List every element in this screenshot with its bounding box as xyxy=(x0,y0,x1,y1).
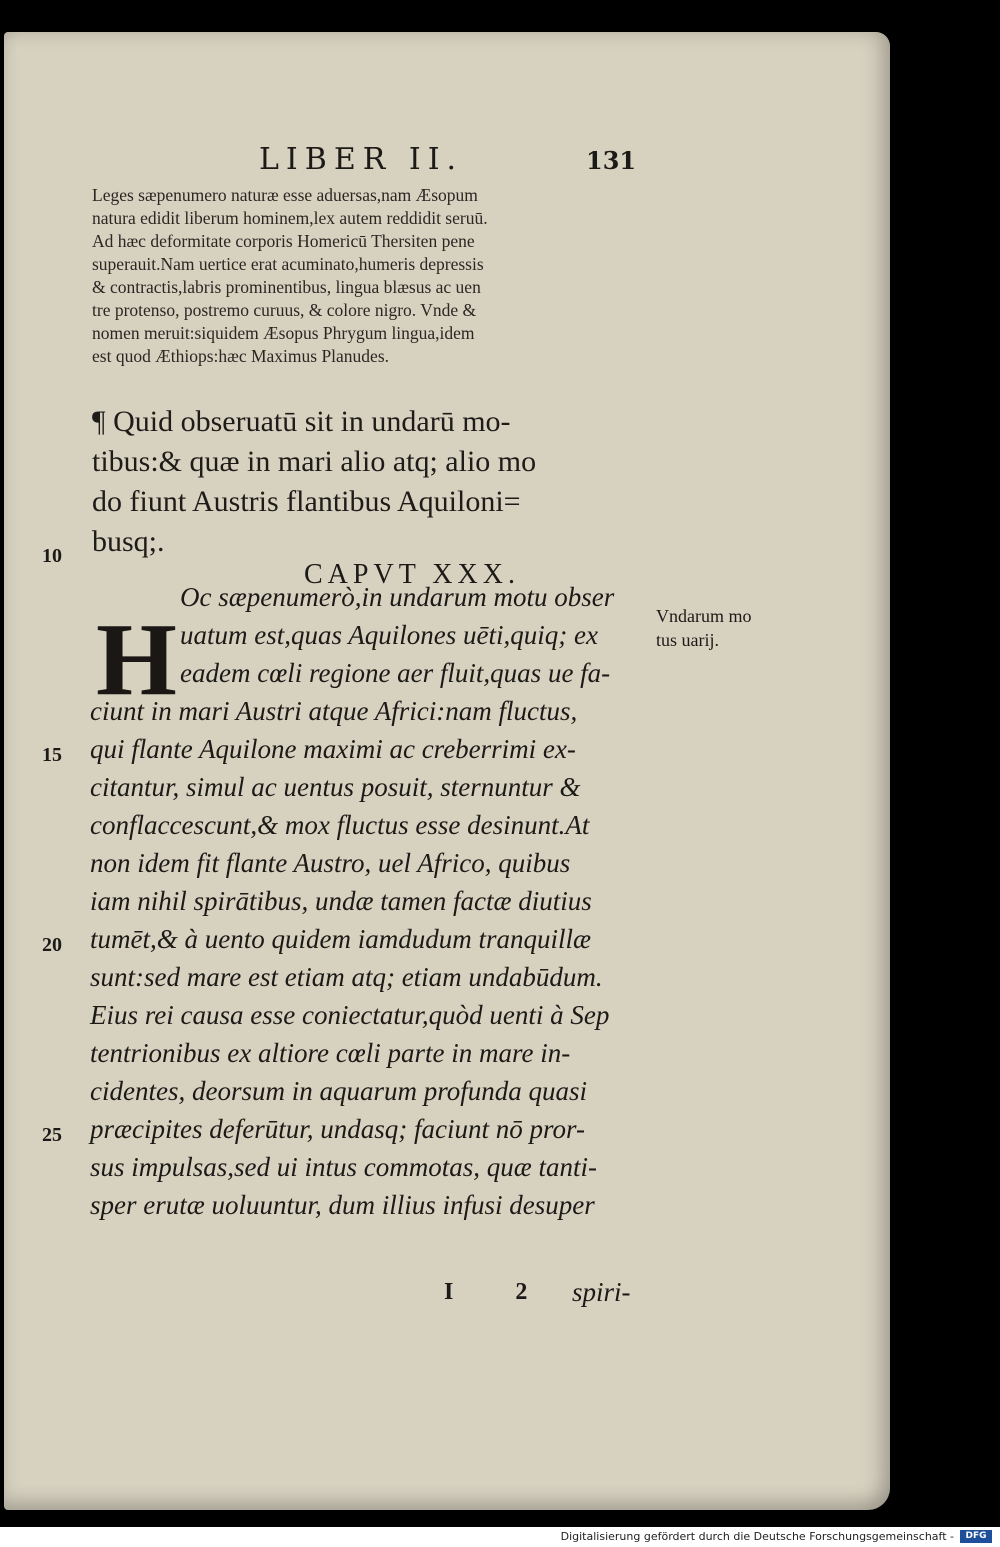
chapter-heading-line: do fiunt Austris flantibus Aquiloni= xyxy=(92,485,521,518)
body-line: uatum est,quas Aquilones uēti,quiq; ex xyxy=(180,620,598,650)
running-head: LIBER II. xyxy=(259,142,464,177)
annotation-line: tre protenso, postremo curuus, & colore nigro. Vnde & xyxy=(92,300,477,320)
line-number: 15 xyxy=(42,744,62,766)
chapter-label: CAPVT XXX. xyxy=(304,559,520,590)
body-line: non idem fit flante Austro, uel Africo, quibus xyxy=(90,848,571,878)
annotation-line: Leges sæpenumero naturæ esse aduersas,nam Æsopum xyxy=(92,185,478,205)
line-number: 25 xyxy=(42,1124,62,1146)
signature-mark: I 2 xyxy=(444,1279,556,1305)
body-line: tumēt,& à uento quidem iamdudum tranquillæ xyxy=(90,924,591,954)
annotation-line: est quod Æthiops:hæc Maximus Planudes. xyxy=(92,346,390,366)
body-line: eadem cœli regione aer fluit,quas ue fa- xyxy=(180,658,611,688)
body-line: sunt:sed mare est etiam atq; etiam undabūdum. xyxy=(90,962,603,992)
body-line: sper erutæ uoluuntur, dum illius infusi desuper xyxy=(90,1190,595,1220)
annotation-line: Ad hæc deformitate corporis Homericū Thersiten pene xyxy=(92,231,475,251)
chapter-heading-line: tibus:& quæ in mari alio atq; alio mo xyxy=(92,445,537,478)
body-line: præcipites deferūtur, undasq; faciunt nō pror- xyxy=(90,1114,585,1144)
body-line: conflaccescunt,& mox fluctus esse desinunt.At xyxy=(90,810,590,840)
chapter-heading-line: busq;. xyxy=(92,525,165,558)
body-line: iam nihil spirātibus, undæ tamen factæ diutius xyxy=(90,886,592,916)
line-number: 10 xyxy=(42,545,62,567)
annotation-line: nomen meruit:siquidem Æsopus Phrygum lingua,idem xyxy=(92,323,475,343)
folio-number: 131 xyxy=(586,146,637,175)
body-line: ciunt in mari Austri atque Africi:nam fluctus, xyxy=(90,696,578,726)
line-number: 20 xyxy=(42,934,62,956)
dfg-logo: DFG xyxy=(960,1530,992,1543)
book-page xyxy=(4,32,890,1510)
side-note-line: tus uarij. xyxy=(656,630,719,650)
body-line: cidentes, deorsum in aquarum profunda quasi xyxy=(90,1076,587,1106)
decorated-initial: H xyxy=(96,602,177,717)
funding-credit: Digitalisierung gefördert durch die Deutsche Forschungsgemeinschaft - xyxy=(560,1530,954,1543)
body-line: qui flante Aquilone maximi ac creberrimi ex- xyxy=(90,734,576,764)
chapter-heading-line: ¶ Quid obseruatū sit in undarū mo- xyxy=(92,405,511,438)
annotation-line: superauit.Nam uertice erat acuminato,humeris depressis xyxy=(92,254,484,274)
body-line: Eius rei causa esse coniectatur,quòd uenti à Sep xyxy=(90,1000,610,1030)
body-line: citantur, simul ac uentus posuit, sternuntur & xyxy=(90,772,581,802)
annotation-line: natura edidit liberum hominem,lex autem reddidit seruū. xyxy=(92,208,488,228)
side-note-line: Vndarum mo xyxy=(656,606,752,626)
body-line: tentrionibus ex altiore cœli parte in mare in- xyxy=(90,1038,571,1068)
annotation-line: & contractis,labris prominentibus, lingua blæsus ac uen xyxy=(92,277,481,297)
catchword: spiri- xyxy=(572,1277,631,1307)
body-line: sus impulsas,sed ui intus commotas, quæ tanti- xyxy=(90,1152,598,1182)
body-line: Oc sæpenumerò,in undarum motu obser xyxy=(180,582,615,612)
